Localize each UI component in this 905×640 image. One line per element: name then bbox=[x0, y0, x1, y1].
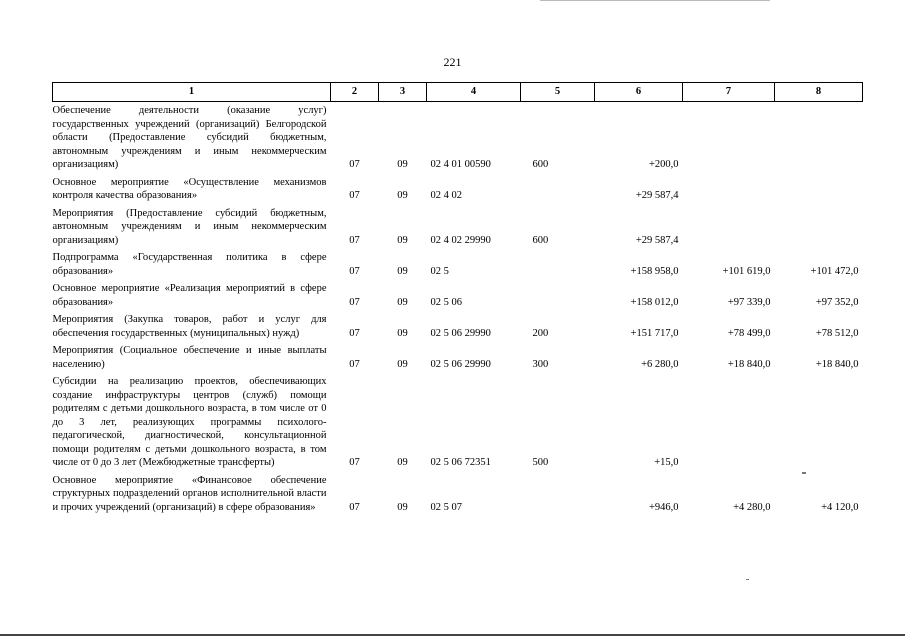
section-code: 07 bbox=[349, 159, 360, 170]
table-row bbox=[53, 102, 863, 174]
table-row bbox=[53, 249, 863, 280]
bottom-scan-rule bbox=[0, 634, 905, 636]
table-header-row bbox=[53, 83, 863, 102]
amount-col8 bbox=[775, 102, 863, 174]
row-description: Основное мероприятие «Осуществление механизмов контроля качества образования» bbox=[52, 176, 327, 201]
column-header: 2 bbox=[331, 83, 379, 102]
amount-col6: +158 012,0 bbox=[630, 296, 679, 308]
amount-col8: +101 472,0 bbox=[810, 265, 859, 277]
table-row bbox=[53, 205, 863, 250]
table-row bbox=[53, 311, 863, 342]
column-header: 6 bbox=[595, 83, 683, 102]
row-description: Основное мероприятие «Финансовое обеспечение структурных подразделений органов исполнительной власти и прочих учреждений (организаций) в сфере образования» bbox=[52, 474, 327, 513]
row-description: Основное мероприятие «Реализация мероприятий в сфере образования» bbox=[52, 283, 327, 308]
target-article-code: 02 4 01 00590 bbox=[430, 159, 491, 170]
section-code: 07 bbox=[349, 265, 360, 277]
amount-col8 bbox=[775, 205, 863, 250]
amount-col6: +29 587,4 bbox=[635, 234, 679, 246]
row-description: Обеспечение деятельности (оказание услуг) государственных учреждений (организаций) Белгородской области (Предоставление субсидий бюджетным, автономным учреждениям и иным некоммерческим организациям) bbox=[52, 105, 327, 170]
amount-col7 bbox=[683, 174, 775, 205]
column-header: 7 bbox=[683, 83, 775, 102]
expense-type-code bbox=[521, 280, 595, 311]
target-article-code: 02 4 02 29990 bbox=[430, 234, 491, 246]
section-code: 07 bbox=[349, 234, 360, 246]
subsection-code: 09 bbox=[397, 296, 408, 308]
scan-speck bbox=[802, 472, 806, 474]
amount-col8: +4 120,0 bbox=[821, 501, 859, 513]
row-description: Мероприятия (Предоставление субсидий бюджетным, автономным учреждениям и иным некоммерческим организациям) bbox=[52, 207, 327, 246]
budget-table bbox=[52, 82, 863, 516]
expense-type-code bbox=[521, 472, 595, 517]
amount-col8 bbox=[775, 174, 863, 205]
target-article-code: 02 5 06 29990 bbox=[430, 327, 491, 339]
expense-type-code: 500 bbox=[532, 457, 549, 468]
page-number: 221 bbox=[443, 55, 462, 69]
amount-col8: +97 352,0 bbox=[815, 296, 859, 308]
column-header: 8 bbox=[775, 83, 863, 102]
scan-speck bbox=[746, 579, 749, 580]
column-header: 5 bbox=[521, 83, 595, 102]
amount-col7: +97 339,0 bbox=[727, 296, 771, 308]
amount-col7 bbox=[683, 205, 775, 250]
amount-col7: +4 280,0 bbox=[733, 501, 771, 513]
top-scan-rule bbox=[540, 0, 770, 3]
row-description: Подпрограмма «Государственная политика в сфере образования» bbox=[52, 252, 327, 277]
expense-type-code: 600 bbox=[532, 234, 549, 246]
subsection-code: 09 bbox=[397, 234, 408, 246]
table-row bbox=[53, 342, 863, 373]
subsection-code: 09 bbox=[397, 358, 408, 370]
expense-type-code: 300 bbox=[532, 358, 549, 370]
column-header: 3 bbox=[379, 83, 427, 102]
column-header: 4 bbox=[427, 83, 521, 102]
row-description: Субсидии на реализацию проектов, обеспечивающих создание инфраструктуры центров (служб) помощи родителям с детьми дошкольного возраста, в том числе от 0 до 3 лет, реализующих программы психолого-педагогической, диагностической, консультационной помощи родителям с детьми дошкольного возраста, в том числе от 0 до 3 лет (Межбюджетные трансферты) bbox=[52, 376, 327, 468]
amount-col6: +151 717,0 bbox=[630, 327, 679, 339]
amount-col8: +18 840,0 bbox=[815, 358, 859, 370]
amount-col8 bbox=[775, 373, 863, 472]
amount-col7 bbox=[683, 373, 775, 472]
column-header: 1 bbox=[53, 83, 331, 102]
subsection-code: 09 bbox=[397, 501, 408, 513]
amount-col7: +78 499,0 bbox=[727, 327, 771, 339]
target-article-code: 02 4 02 bbox=[430, 190, 462, 201]
row-description: Мероприятия (Закупка товаров, работ и услуг для обеспечения государственных (муниципальных) нужд) bbox=[52, 314, 327, 339]
amount-col6: +946,0 bbox=[648, 501, 679, 513]
expense-type-code: 600 bbox=[532, 159, 549, 170]
amount-col7 bbox=[683, 102, 775, 174]
section-code: 07 bbox=[349, 296, 360, 308]
subsection-code: 09 bbox=[397, 190, 408, 201]
row-description: Мероприятия (Социальное обеспечение и иные выплаты населению) bbox=[52, 345, 327, 370]
amount-col7: +101 619,0 bbox=[722, 265, 771, 277]
amount-col6: +6 280,0 bbox=[641, 358, 679, 370]
target-article-code: 02 5 06 29990 bbox=[430, 358, 491, 370]
table-row bbox=[53, 280, 863, 311]
amount-col6: +200,0 bbox=[648, 159, 679, 170]
section-code: 07 bbox=[349, 457, 360, 468]
subsection-code: 09 bbox=[397, 457, 408, 468]
amount-col6: +29 587,4 bbox=[635, 190, 679, 201]
target-article-code: 02 5 bbox=[430, 265, 449, 277]
expense-type-code bbox=[521, 249, 595, 280]
expense-type-code: 200 bbox=[532, 327, 549, 339]
target-article-code: 02 5 06 bbox=[430, 296, 462, 308]
amount-col6: +158 958,0 bbox=[630, 265, 679, 277]
table-row bbox=[53, 174, 863, 205]
target-article-code: 02 5 06 72351 bbox=[430, 457, 491, 468]
amount-col7: +18 840,0 bbox=[727, 358, 771, 370]
expense-type-code bbox=[521, 174, 595, 205]
section-code: 07 bbox=[349, 358, 360, 370]
amount-col6: +15,0 bbox=[654, 457, 679, 468]
section-code: 07 bbox=[349, 190, 360, 201]
section-code: 07 bbox=[349, 501, 360, 513]
table-row bbox=[53, 472, 863, 517]
section-code: 07 bbox=[349, 327, 360, 339]
amount-col8: +78 512,0 bbox=[815, 327, 859, 339]
table-row bbox=[53, 373, 863, 472]
subsection-code: 09 bbox=[397, 159, 408, 170]
target-article-code: 02 5 07 bbox=[430, 501, 462, 513]
subsection-code: 09 bbox=[397, 265, 408, 277]
subsection-code: 09 bbox=[397, 327, 408, 339]
